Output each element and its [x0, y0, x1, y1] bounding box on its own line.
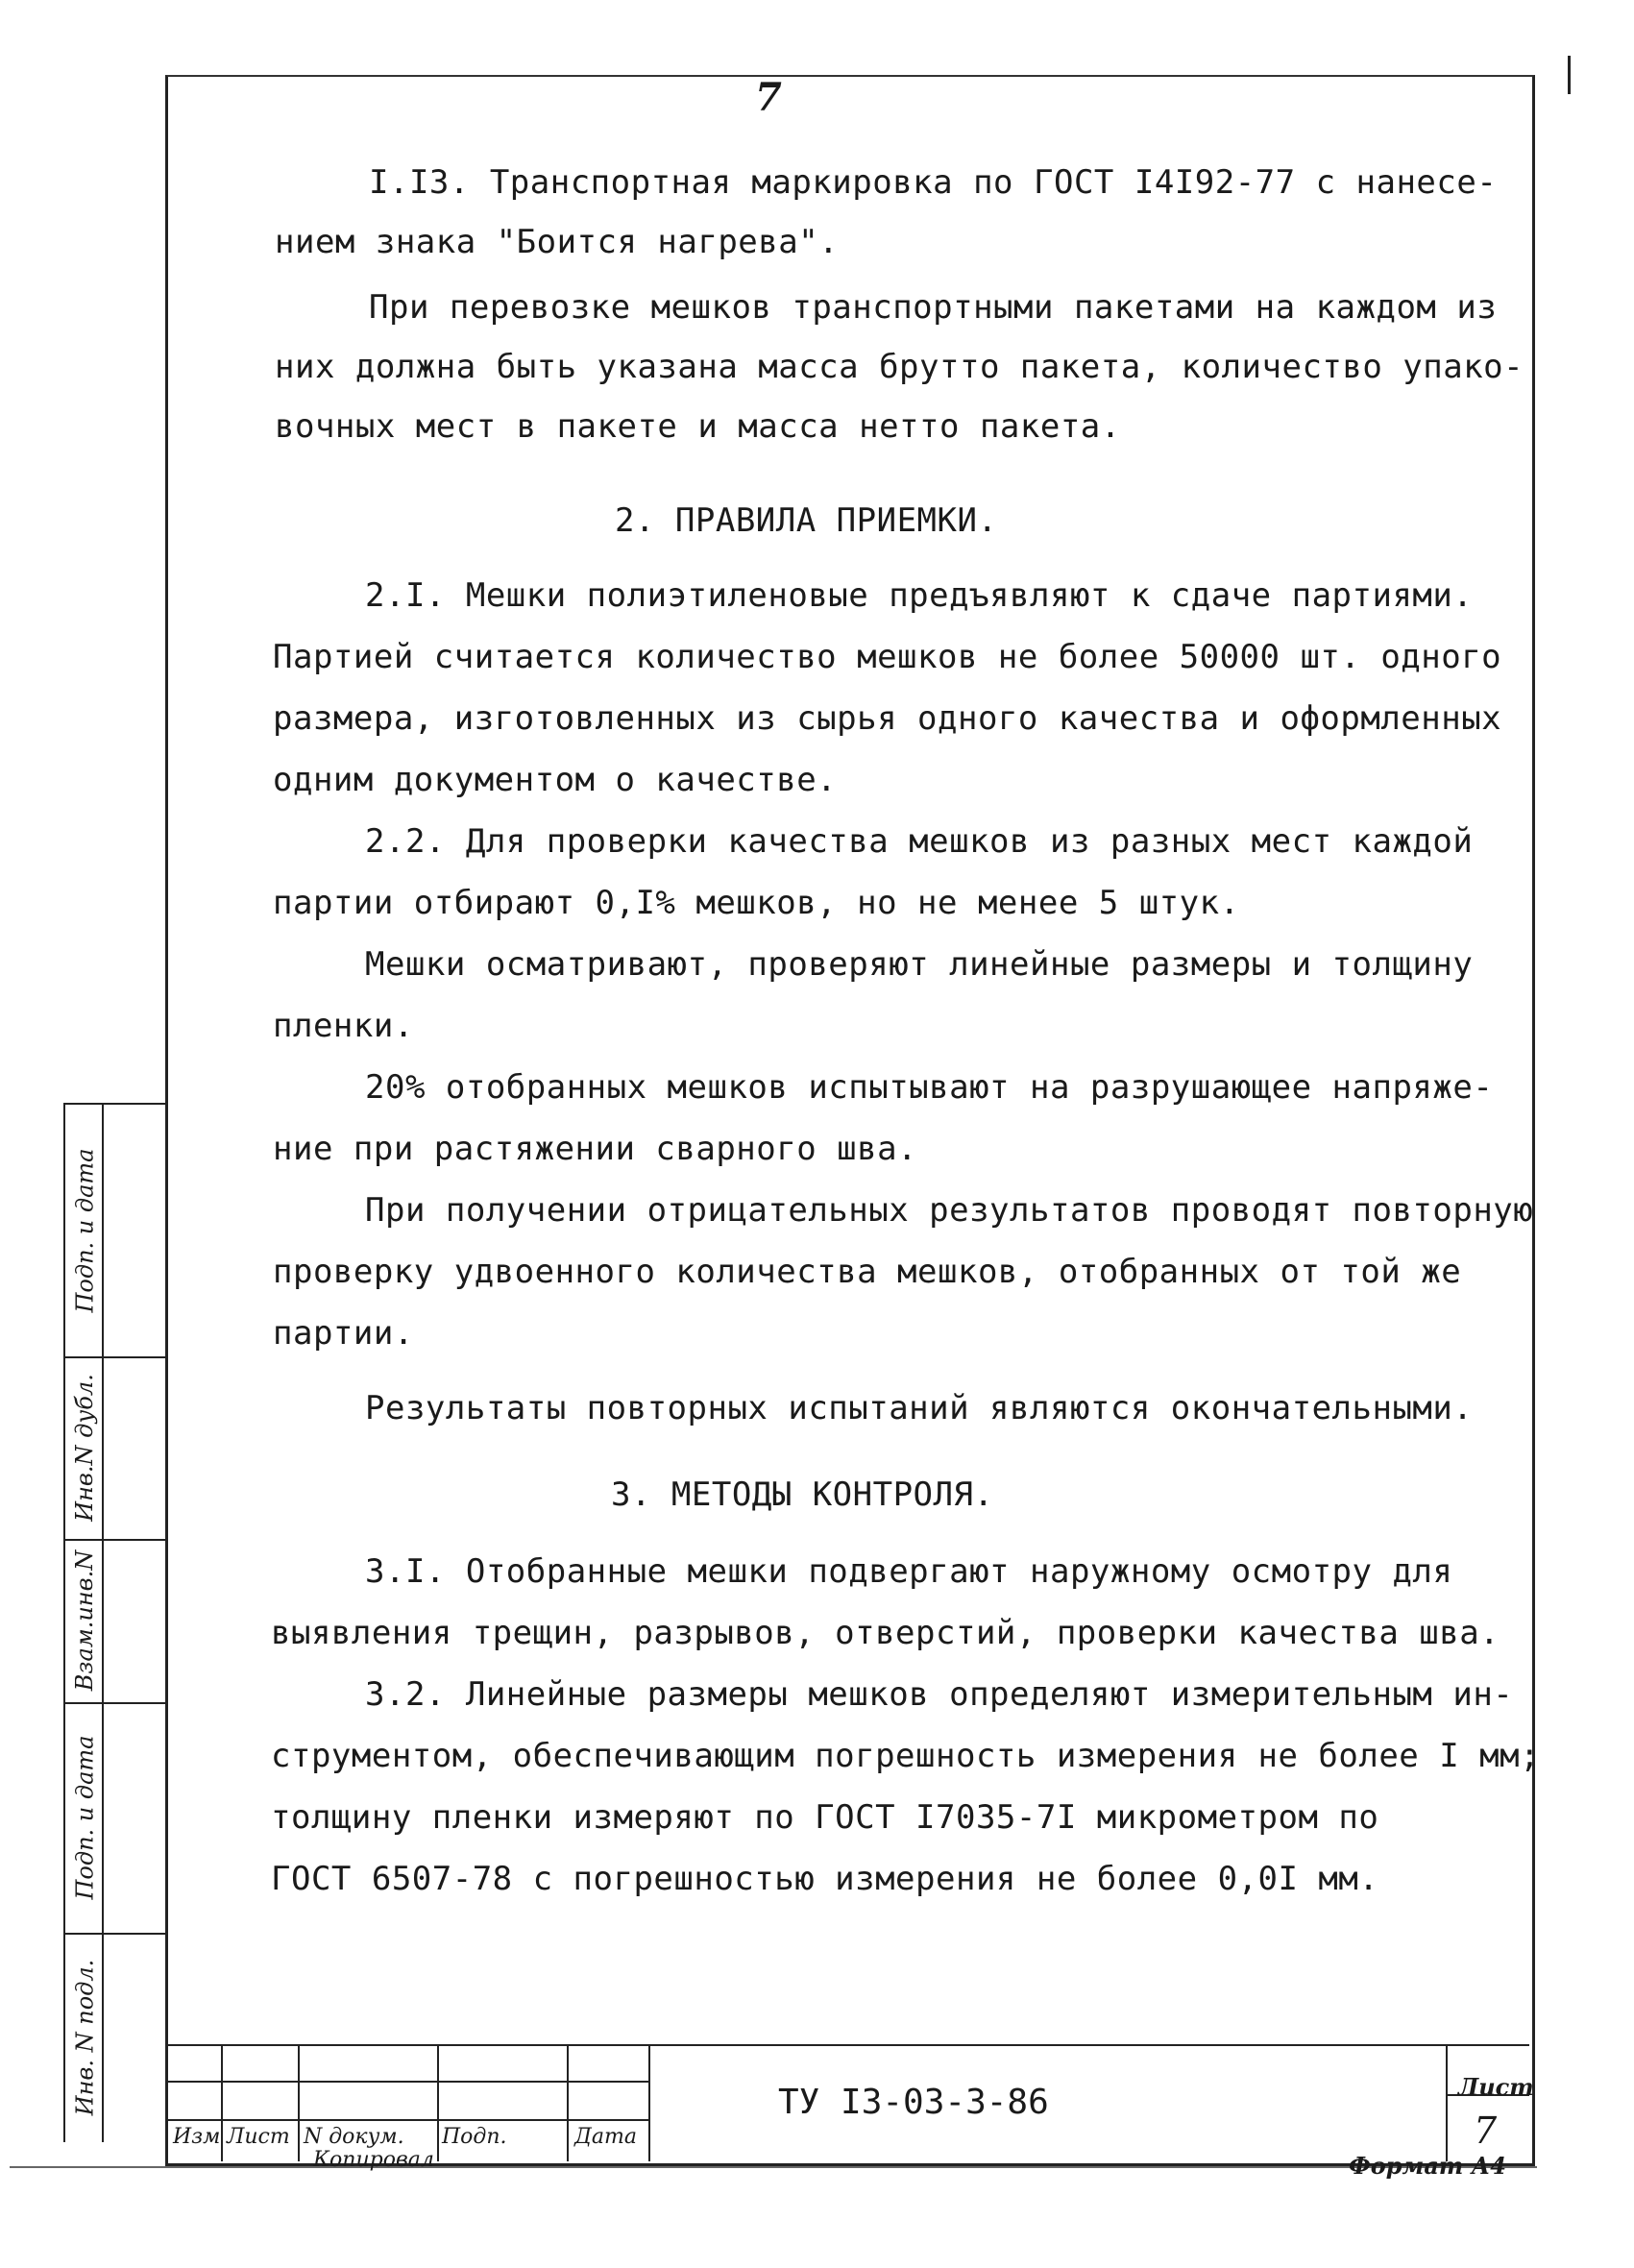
trim-line — [10, 2166, 1537, 2168]
tb-line — [221, 2044, 223, 2161]
text-line: 2.I. Мешки полиэтиленовые предъявляют к сдаче партиями. — [365, 576, 1474, 615]
margin-label: Инв. N подл. — [71, 1959, 98, 2116]
section-heading: 3. МЕТОДЫ КОНТРОЛЯ. — [611, 1475, 994, 1514]
text-line: проверку удвоенного количества мешков, отобранных от той же — [273, 1253, 1462, 1291]
tb-line — [1446, 2044, 1448, 2161]
text-line: При получении отрицательных результатов проводят повторную — [365, 1191, 1534, 1230]
margin-label: Подп. и дата — [71, 1148, 99, 1313]
margin-cell — [67, 1105, 102, 1356]
text-line: 2.2. Для проверки качества мешков из разных мест каждой — [365, 822, 1474, 861]
margin-label: Подп. и дата — [71, 1735, 99, 1900]
text-line: нием знака "Боится нагрева". — [275, 223, 840, 261]
drawing-frame — [165, 75, 1535, 2166]
text-line: 20% отобранных мешков испытывают на разрушающее напряже- — [365, 1068, 1494, 1107]
text-line: выявления трещин, разрывов, отверстий, проверки качества шва. — [271, 1614, 1500, 1652]
text-line: ние при растяжении сварного шва. — [273, 1130, 918, 1168]
margin-label: Инв.N дубл. — [71, 1374, 98, 1522]
tb-header-izm: Изм — [173, 2125, 221, 2149]
text-line: струментом, обеспечивающим погрешность измерения не более I мм; — [271, 1737, 1541, 1775]
tb-line — [168, 2044, 1529, 2046]
text-line: I.I3. Транспортная маркировка по ГОСТ I4I92-77 с нанесе- — [369, 163, 1498, 202]
tb-header-date: Дата — [574, 2125, 637, 2149]
text-line: партии отбирают 0,I% мешков, но не менее 5 штук. — [273, 884, 1240, 922]
text-line: партии. — [273, 1314, 414, 1353]
tb-line — [298, 2044, 300, 2161]
margin-label: Взам.инв.N — [71, 1549, 98, 1692]
text-line: При перевозке мешков транспортными пакетами на каждом из — [369, 288, 1498, 327]
text-line: них должна быть указана масса брутто пакета, количество упако- — [275, 348, 1524, 386]
text-line: толщину пленки измеряют по ГОСТ I7035-7I микрометром по — [271, 1798, 1379, 1837]
margin-divider — [102, 1105, 104, 2142]
margin-cell — [67, 1356, 102, 1539]
tb-line — [648, 2044, 650, 2161]
sheet-label: Лист — [1458, 2073, 1534, 2101]
tb-header-list: Лист — [227, 2125, 290, 2149]
text-line: Мешки осматривают, проверяют линейные размеры и толщину — [365, 945, 1474, 984]
text-line: одним документом о качестве. — [273, 761, 838, 799]
tb-header-doc: N докум. — [304, 2125, 404, 2149]
text-line: вочных мест в пакете и масса нетто пакета. — [275, 407, 1121, 446]
text-line: 3.2. Линейные размеры мешков определяют измерительным ин- — [365, 1675, 1514, 1714]
margin-cell — [67, 1933, 102, 2142]
tb-line — [437, 2044, 439, 2161]
section-heading: 2. ПРАВИЛА ПРИЕМКИ. — [615, 501, 998, 540]
frame-corner-mark — [1568, 56, 1571, 94]
tb-line — [567, 2044, 569, 2161]
text-line: ГОСТ 6507-78 с погрешностью измерения не более 0,0I мм. — [271, 1860, 1379, 1898]
text-line: размера, изготовленных из сырья одного качества и оформленных — [273, 699, 1502, 738]
document-code: ТУ I3-03-3-86 — [778, 2083, 1049, 2122]
margin-cell — [67, 1539, 102, 1702]
text-line: Партией считается количество мешков не более 50000 шт. одного — [273, 638, 1502, 676]
sheet-number: 7 — [1474, 2109, 1498, 2152]
page-number: 7 — [755, 75, 782, 120]
left-margin-stamp — [63, 1103, 167, 2142]
text-line: Результаты повторных испытаний являются окончательными. — [365, 1389, 1474, 1427]
tb-line — [168, 2119, 648, 2121]
text-line: 3.I. Отобранные мешки подвергают наружному осмотру для — [365, 1552, 1453, 1591]
text-line: пленки. — [273, 1007, 414, 1045]
format-label: Формат А4 — [1349, 2152, 1506, 2180]
tb-line — [168, 2081, 648, 2083]
copied-by-label: Копировал — [313, 2148, 434, 2172]
tb-header-sign: Подп. — [442, 2125, 507, 2149]
margin-cell — [67, 1702, 102, 1933]
